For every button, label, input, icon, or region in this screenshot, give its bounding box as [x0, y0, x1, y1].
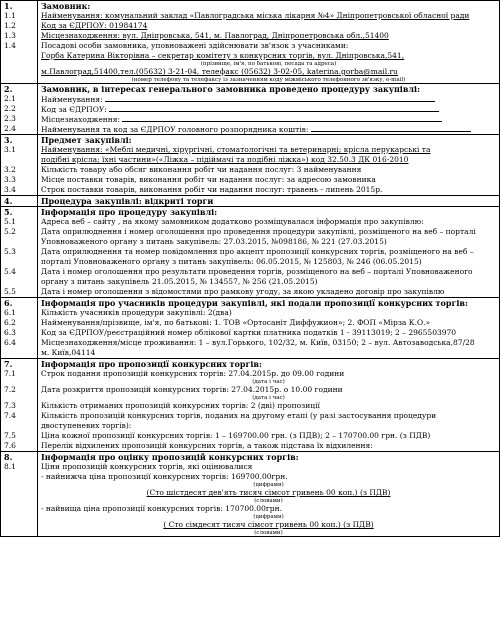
- item-number: 6.3: [4, 328, 16, 337]
- item-number: 2.2: [4, 104, 16, 113]
- evaluation-line: Ціни пропозицій конкурсних торгів, які оцінювалися: [41, 462, 253, 471]
- delivery-term-line: Строк поставки товарів, виконання робіт чи надання послуг: травень - липень 2015р.: [41, 185, 383, 194]
- section-6-content: [38, 298, 500, 359]
- item-number: 7.6: [4, 441, 16, 450]
- delivery-place-line: Місце поставки товарів, виконання робіт чи надання послуг: за адресою замовника: [41, 175, 376, 184]
- section-heading: Замовник:: [41, 1, 91, 11]
- section-5-numbers: [1, 207, 38, 298]
- item-number: [4, 237, 34, 247]
- lowest-price-line: - найнижча ціна пропозиції конкурсних торгів: 169700.00грн.: [41, 472, 288, 481]
- section-heading: Замовник, в інтересах генерального замовника проведено процедуру закупівлі:: [41, 84, 421, 94]
- section-7-numbers: [1, 359, 38, 452]
- section-number: 2.: [4, 84, 13, 94]
- section-3-numbers: [1, 135, 38, 196]
- section-5-row: [1, 207, 500, 298]
- procedure-info-line: Дата і номер оголошення з відомостями про рамкову угоду, за якою укладено договір про закупівлю: [41, 287, 445, 296]
- section-number: 4.: [4, 196, 13, 206]
- item-number: 8.1: [4, 462, 16, 471]
- bid-info-line: Строк подання пропозицій конкурсних торгів: 27.04.2015р. до 09.00 години: [41, 369, 345, 378]
- section-number: 8.: [4, 452, 13, 462]
- field-caption: (номер телефону та телефаксу із зазначенням коду міжміського телефонного зв'язку, e-mail): [131, 77, 406, 83]
- section-3-content: [38, 135, 500, 196]
- section-number: 3.: [4, 135, 13, 145]
- procedure-info-line: органу з питань закупівель 21.05.2015, № 134557, № 256 (21.05.2015): [41, 277, 318, 286]
- section-heading: Інформація про пропозиції конкурсних торгів:: [41, 359, 262, 369]
- item-number: 7.4: [4, 411, 16, 420]
- field-caption: (дата і час): [252, 395, 285, 401]
- section-8-numbers: [1, 452, 38, 537]
- item-number: 3.4: [4, 185, 16, 194]
- item-number: 5.4: [4, 267, 16, 276]
- item-number: 7.2: [4, 385, 16, 394]
- section-8-row: [1, 452, 500, 537]
- section-number: 1.: [4, 1, 13, 11]
- item-number: 1.1: [4, 11, 16, 20]
- section-2-numbers: [1, 84, 38, 135]
- participant-info-line: м. Київ,04114: [41, 348, 96, 357]
- item-number: 1.2: [4, 21, 16, 30]
- section-8-content: [38, 452, 500, 537]
- field-caption: (цифрами): [253, 514, 284, 520]
- section-5-content: [38, 207, 500, 298]
- customer-name-line: Найменування: комунальний заклад «Павлоградська міська лікарня №4» Дніпропетровської обласної ради: [41, 11, 470, 20]
- procedure-type-line: Процедура закупівлі: відкриті торги: [41, 196, 214, 206]
- procedure-info-line: Уповноваженого органу з питань закупівель: 27.03.2015, №098186, № 221 (27.03.2015): [41, 237, 387, 246]
- item-number: [4, 421, 34, 431]
- section-3-row: [1, 135, 500, 196]
- procedure-info-line: Дата оприлюднення і номер оголошення про проведення процедури закупівлі, розміщеного на веб – порталі: [41, 227, 476, 236]
- section-heading: Предмет закупівлі:: [41, 135, 132, 145]
- field-caption: (прізвище, ім'я, по батькові, посада та адреса): [200, 61, 337, 67]
- bid-info-line: Кількість пропозицій конкурсних торгів, поданих на другому етапі (у разі застосування процедури: [41, 411, 437, 420]
- bid-info-line: Перелік відхилених пропозицій конкурсних торгів, а також підстава їх відхилення:: [41, 441, 373, 450]
- item-number: 5.2: [4, 227, 16, 236]
- participant-info-line: Кількість учасників процедури закупівлі: 2(два): [41, 308, 232, 317]
- highest-price-words: ( Сто сімдесят тисяч сімсот гривень 00 коп.) (з ПДВ): [163, 520, 374, 529]
- procedure-info-line: порталі Уповноваженого органу з питань закупівель: 06.05.2015, № 125803, № 246 (06.05.2015): [41, 257, 422, 266]
- section-2-content: [38, 84, 500, 135]
- item-number: 6.4: [4, 338, 16, 347]
- item-number: 1.4: [4, 41, 16, 50]
- blank-field-line: Найменування:: [41, 94, 496, 104]
- item-number: 7.1: [4, 369, 16, 378]
- item-number: 3.1: [4, 145, 16, 154]
- section-1-content: [38, 1, 500, 84]
- section-heading: Інформація про процедуру закупівлі:: [41, 207, 218, 217]
- item-number: 6.1: [4, 308, 16, 317]
- customer-address-line: Місцезнаходження: вул. Дніпровська, 541, м. Павлоград, Дніпропетровська обл.,51400: [41, 31, 389, 40]
- item-number: 2.4: [4, 124, 16, 133]
- procedure-info-line: Адреса веб – сайту , на якому замовником додатково розміщувалася інформація про закупівлю:: [41, 217, 424, 226]
- field-caption: (дата і час): [252, 379, 285, 385]
- item-number: [4, 155, 34, 165]
- section-6-row: [1, 298, 500, 359]
- field-caption: (словами): [254, 498, 283, 504]
- section-1-row: [1, 1, 500, 84]
- quantity-line: Кількість товару або обсяг виконання робіт чи надання послуг: 3 найменування: [41, 165, 362, 174]
- section-1-numbers: [1, 1, 38, 84]
- section-heading: Інформація про оцінку пропозицій конкурсних торгів:: [41, 452, 299, 462]
- field-caption: (цифрами): [253, 482, 284, 488]
- procedure-info-line: Дата оприлюднення та номер повідомлення про акцепт пропозиції конкурсних торгів, розміщеного на веб –: [41, 247, 474, 256]
- highest-price-line: - найвища ціна пропозиції конкурсних торгів: 170700.00грн.: [41, 504, 282, 513]
- lowest-price-words: (Сто шістдесят дев'ять тисяч сімсот гривень 00 коп.) (з ПДВ): [146, 488, 391, 497]
- customer-code-line: Код за ЄДРПОУ: 01984174: [41, 21, 148, 30]
- contact-persons-label: Посадові особи замовника, уповноважені здійснювати зв'язок з учасниками:: [41, 41, 349, 50]
- section-2-row: [1, 84, 500, 135]
- bid-info-line: Ціна кожної пропозиції конкурсних торгів: 1 – 169700.00 грн. (з ПДВ); 2 – 170700.00 грн. (з ПДВ): [41, 431, 431, 440]
- item-number: 7.3: [4, 401, 16, 410]
- subject-name-line: Найменування: «Меблі медичні, хірургічні, стоматологічні та ветеринарні; крісла перукарські та: [41, 145, 431, 154]
- item-number: 2.1: [4, 94, 16, 103]
- bid-info-line: Кількість отриманих пропозицій конкурсних торгів: 2 (дві) пропозиції: [41, 401, 320, 410]
- item-number: [4, 277, 34, 287]
- section-6-numbers: [1, 298, 38, 359]
- item-number: 1.3: [4, 31, 16, 40]
- contact-person-line: Горба Катерина Вікторівна – секретар комітету з конкурсних торгів, вул. Дніпровська,541,: [41, 51, 405, 60]
- item-number: [4, 51, 34, 61]
- item-number: 5.1: [4, 217, 16, 226]
- contact-phone-email-line: м.Павлоград,51400,тел.(05632) 3-21-04, телефакс (05632) 3-02-05, katerina.gorba@mail.ru: [41, 67, 398, 76]
- item-number: 3.3: [4, 175, 16, 184]
- section-7-content: [38, 359, 500, 452]
- section-number: 6.: [4, 298, 13, 308]
- participant-info-line: Найменування/прізвище, ім'я, по батькові: 1. ТОВ «Ортосаніт Диффужион»; 2. ФОП «Мірза К.О.»: [41, 318, 431, 327]
- field-caption: (словами): [254, 530, 283, 536]
- subject-name-line: подібні крісла; їхні частини»(«Ліжка – підіймачі та подібні ліжка») код 32.50.3 ДК 016-2010: [41, 155, 409, 164]
- participant-info-line: Місцезнаходження/місце проживання: 1 – вул.Горького, 102/32, м. Київ, 03150; 2 – вул. Автозаводська,87/28: [41, 338, 475, 347]
- blank-field-line: Місцезнаходження:: [41, 114, 496, 124]
- blank-field-line: Найменування та код за ЄДРПОУ головного розпорядника коштів:: [41, 124, 496, 134]
- section-4-numbers: [1, 196, 38, 207]
- bid-info-line: Дата розкриття пропозицій конкурсних торгів: 27.04.2015р. о 10.00 години: [41, 385, 343, 394]
- blank-field-line: Код за ЄДРПОУ:: [41, 104, 496, 114]
- item-number: 3.2: [4, 165, 16, 174]
- section-7-row: [1, 359, 500, 452]
- item-number: 5.3: [4, 247, 16, 256]
- item-number: 6.2: [4, 318, 16, 327]
- item-number: 7.5: [4, 431, 16, 440]
- item-number: [4, 257, 34, 267]
- section-number: 5.: [4, 207, 13, 217]
- item-number: 5.5: [4, 287, 16, 296]
- item-number: 2.3: [4, 114, 16, 123]
- section-number: 7.: [4, 359, 13, 369]
- participant-info-line: Код за ЄДРПОУ/реєстраційний номер облікової картки платника податків 1 - 39113019; 2 – 2965503970: [41, 328, 457, 337]
- section-heading: Інформація про учасників процедури закупівлі, які подали пропозиції конкурсних торгів:: [41, 298, 468, 308]
- section-4-row: [1, 196, 500, 207]
- section-4-content: [38, 196, 500, 207]
- procedure-info-line: Дата і номер оголошення про результати проведення торгів, розміщеного на веб – порталі Уповноваженого: [41, 267, 473, 276]
- bid-info-line: двоступеневих торгів):: [41, 421, 132, 430]
